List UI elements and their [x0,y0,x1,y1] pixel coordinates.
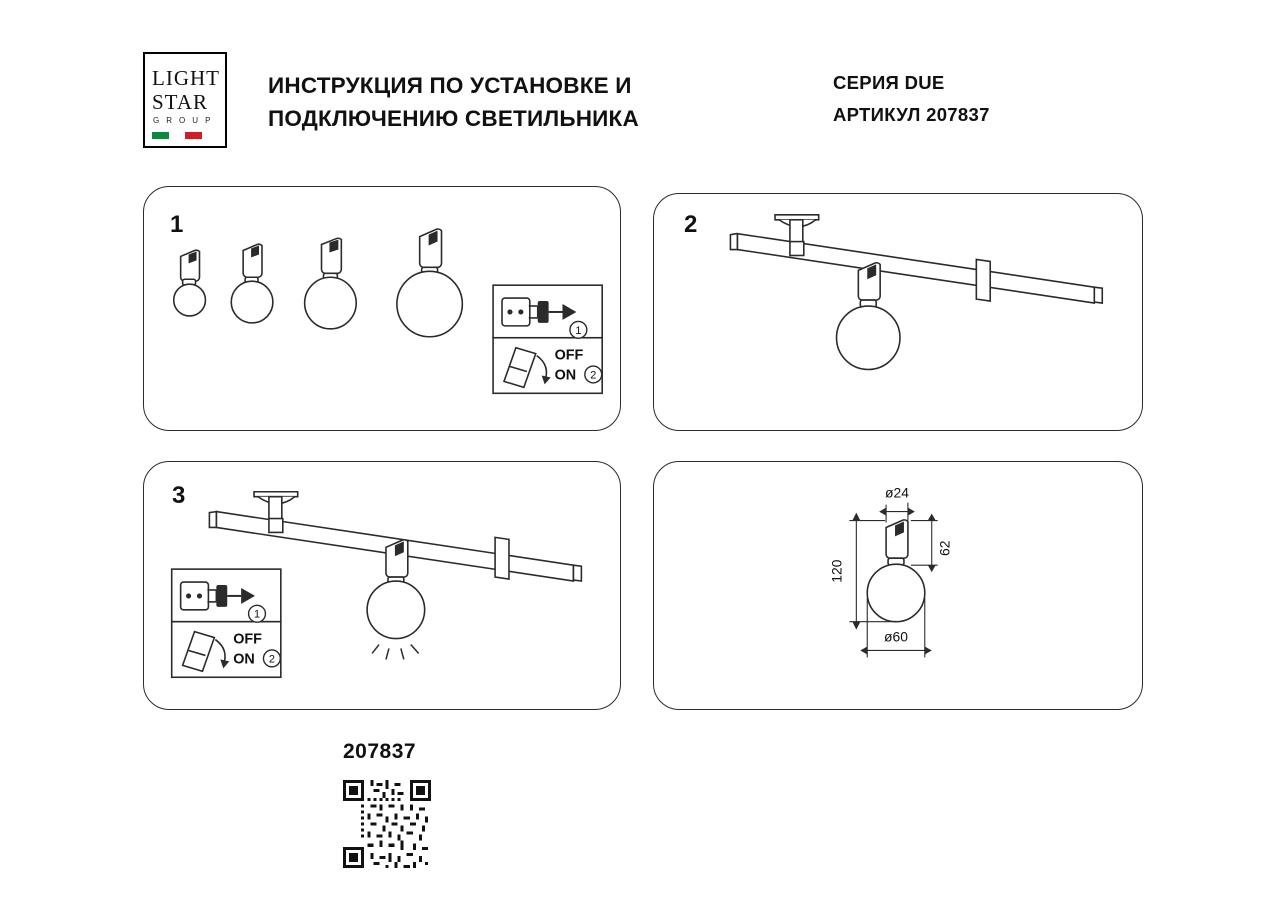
socket-icon [181,582,209,610]
lamp-medium [231,244,273,323]
step-1-illustration [144,187,620,430]
light-rays-icon [372,645,419,660]
step-3-on-label: ON [233,651,255,668]
lamp-small [174,250,206,316]
step-1-on-label: ON [554,367,577,384]
page-title-line2: ПОДКЛЮЧЕНИЮ СВЕТИЛЬНИКА [268,105,639,131]
step-1-note-1-number: 1 [575,324,582,337]
series-label: СЕРИЯ DUE [833,72,945,93]
dimension-total-height-label: 120 [828,559,845,583]
step-1-note-2-number: 2 [590,369,597,382]
step-1-off-label: OFF [554,347,584,364]
step-panel-3 [143,461,621,710]
page-title-line1: ИНСТРУКЦИЯ ПО УСТАНОВКЕ И [268,73,632,98]
article-label: АРТИКУЛ 207837 [833,104,990,125]
dimensions-panel [653,461,1143,710]
step-number-3: 3 [172,482,186,509]
socket-icon [502,298,530,326]
step-3-notes-box [172,569,281,677]
dimensions-illustration [654,462,1142,709]
italian-flag-icon [152,132,202,139]
lamp-xlarge [397,229,462,337]
logo-line-light: LIGHT [152,66,220,90]
step-1-notes-box [493,285,602,393]
lamp-large [305,238,357,329]
lamp-head-2 [837,263,900,370]
qr-code [343,780,431,868]
dimension-body-height [911,514,938,573]
step-3-off-label: OFF [233,631,262,648]
step-2-illustration [654,194,1142,430]
dimension-top-diameter [879,503,915,523]
dimension-body-height-label: 62 [936,540,953,557]
step-3-note-2-number: 2 [268,653,275,666]
footer-article-code: 207837 [343,740,417,763]
step-number-1: 1 [170,211,184,238]
logo-line-group: G R O U P [153,116,213,125]
dimension-top-diameter-label: ø24 [885,484,909,501]
page-title [268,70,738,135]
logo-line-star: STAR [152,90,208,114]
step-panel-2 [653,193,1143,431]
lightstar-logo [143,52,227,148]
step-3-illustration [144,462,620,709]
step-panel-1 [143,186,621,431]
dimension-globe-diameter-label: ø60 [884,628,908,645]
lamp-dimensioned [867,520,925,622]
step-3-note-1-number: 1 [253,608,261,621]
step-number-2: 2 [684,211,698,238]
document-header [143,52,1143,162]
